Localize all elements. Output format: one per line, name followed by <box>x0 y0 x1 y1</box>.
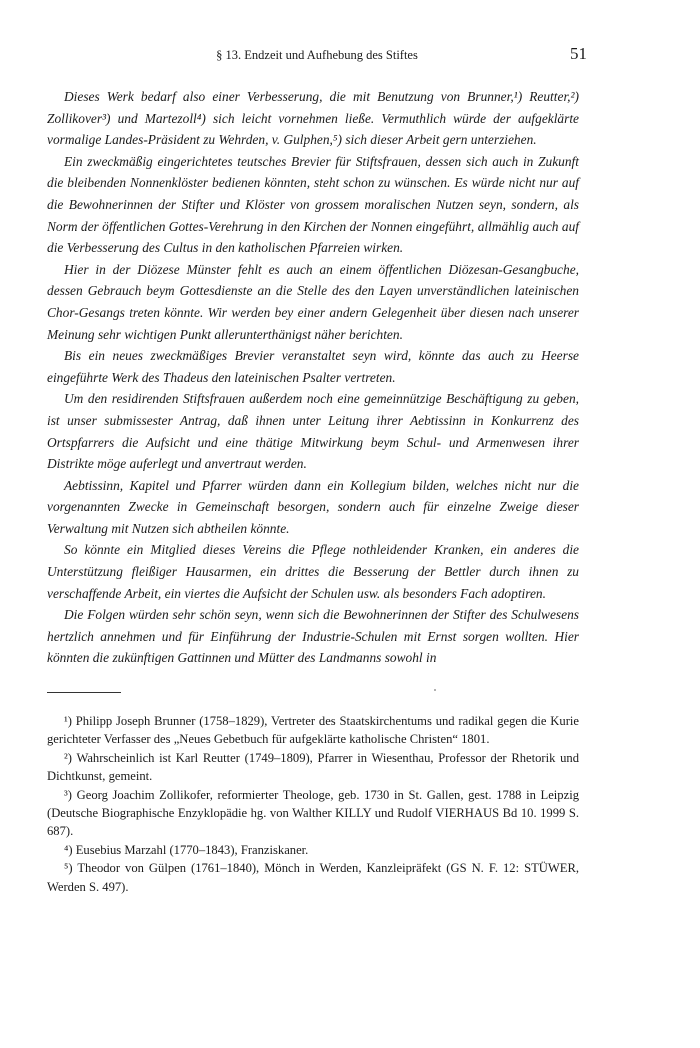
footnote: ²) Wahrscheinlich ist Karl Reutter (1749–1809), Pfarrer in Wiesenthau, Professor der Rhetorik und Dichtkunst, gemeint. <box>47 750 579 784</box>
footnote: ⁴) Eusebius Marzahl (1770–1843), Franziskaner. <box>64 842 309 857</box>
footnote: ⁵) Theodor von Gülpen (1761–1840), Mönch in Werden, Kanzleipräfekt (GS N. F. 12: STÜWER, Werden S. 497). <box>47 861 579 894</box>
paragraph: Aebtissinn, Kapitel und Pfarrer würden dann ein Kollegium bilden, welches nicht nur die vorgenannten Zwecke in Gemeinschaft besorgen, sondern auch für einzelne Zweige dieser Verwaltung mit Nutzen sich abtheilen könnte. <box>47 477 579 536</box>
paragraph: Um den residirenden Stiftsfrauen außerdem noch eine gemeinnützige Beschäftigung zu geben, ist unser submissester Antrag, daß ihnen unter Leitung ihrer Aebtissinn in Konkurrenz des Ortspfarrers die Aufsicht und eine thätige Mitwirkung beym Schul- und Armenwesen ihrer Distrikte möge auferlegt und anvertraut werden. <box>47 391 579 472</box>
main-text <box>47 86 579 669</box>
footnotes <box>47 712 579 896</box>
paragraph: So könnte ein Mitglied dieses Vereins die Pflege nothleidender Kranken, ein anderes die Unterstützung fleißiger Hausarmen, ein drittes die Besserung der Bettler durch ihnen zu verschaffende Arbeit, ein viertes die Aufsicht der Schulen usw. als besonders Fach adoptiren. <box>47 542 579 601</box>
page-speck <box>434 689 436 691</box>
paragraph: Dieses Werk bedarf also einer Verbesserung, die mit Benutzung von Brunner,¹) Reutter,²) Zollikover³) und Martezoll⁴) sich leicht vornehmen ließe. Vermuthlich würde der aufgeklärte vormalige Landes-Präsident zu Wehrden, v. Gulphen,⁵) sich dieser Arbeit gern unterziehen. <box>47 89 579 148</box>
paragraph: Ein zweckmäßig eingerichtetes teutsches Brevier für Stiftsfrauen, dessen sich auch in Zukunft die bleibenden Nonnenklöster bedienen könnten, steht schon zu wünschen. Es würde nicht nur auf die Bewohnerinnen der Stifter und Klöster von grossem moralischen Nutzen seyn, sondern, als Norm der öffentlichen Gottes-Verehrung in den Kirchen der Nonnen eingeführt, allmählig auch auf die Verbesserung des Cultus in den katholischen Pfarreien wirken. <box>47 153 579 256</box>
paragraph: Hier in der Diözese Münster fehlt es auch an einem öffentlichen Diözesan-Gesangbuche, dessen Gebrauch beym Gottesdienste an die Stelle des den Layen unverständlichen lateinischen Chor-Gesangs treten könnte. Wir werden bey einer andern Gelegenheit über diesen nach unserer Meinung sehr wichtigen Punkt allerunterthänigst näher berichten. <box>47 261 579 342</box>
page-header <box>47 44 587 68</box>
running-title: § 13. Endzeit und Aufhebung des Stiftes <box>216 48 418 62</box>
footnote: ¹) Philipp Joseph Brunner (1758–1829), Vertreter des Staatskirchentums und radikal gegen die Kurie gerichteter Verfasser des „Neues Gebetbuch für aufgeklärte katholische Christen“ 1801. <box>47 714 579 747</box>
paragraph: Bis ein neues zweckmäßiges Brevier veranstaltet seyn wird, könnte das auch zu Heerse eingeführte Werk des Thadeus den lateinischen Psalter vertreten. <box>47 348 579 385</box>
footnote-separator <box>47 692 121 693</box>
paragraph: Die Folgen würden sehr schön seyn, wenn sich die Bewohnerinnen der Stifter des Schulwesens hertzlich annehmen und für Einführung der Industrie-Schulen mit Ernst sorgen wollten. Hier könnten die zukünftigen Gattinnen und Mütter des Landmanns sowohl in <box>47 607 579 666</box>
footnote: ³) Georg Joachim Zollikofer, reformierter Theologe, geb. 1730 in St. Gallen, gest. 1788 in Leipzig (Deutsche Biographische Enzyklopädie hg. von Walther KILLY und Rudolf VIERHAUS Bd 10. 1999 S. 687). <box>47 787 579 839</box>
page-number: 51 <box>570 44 587 63</box>
